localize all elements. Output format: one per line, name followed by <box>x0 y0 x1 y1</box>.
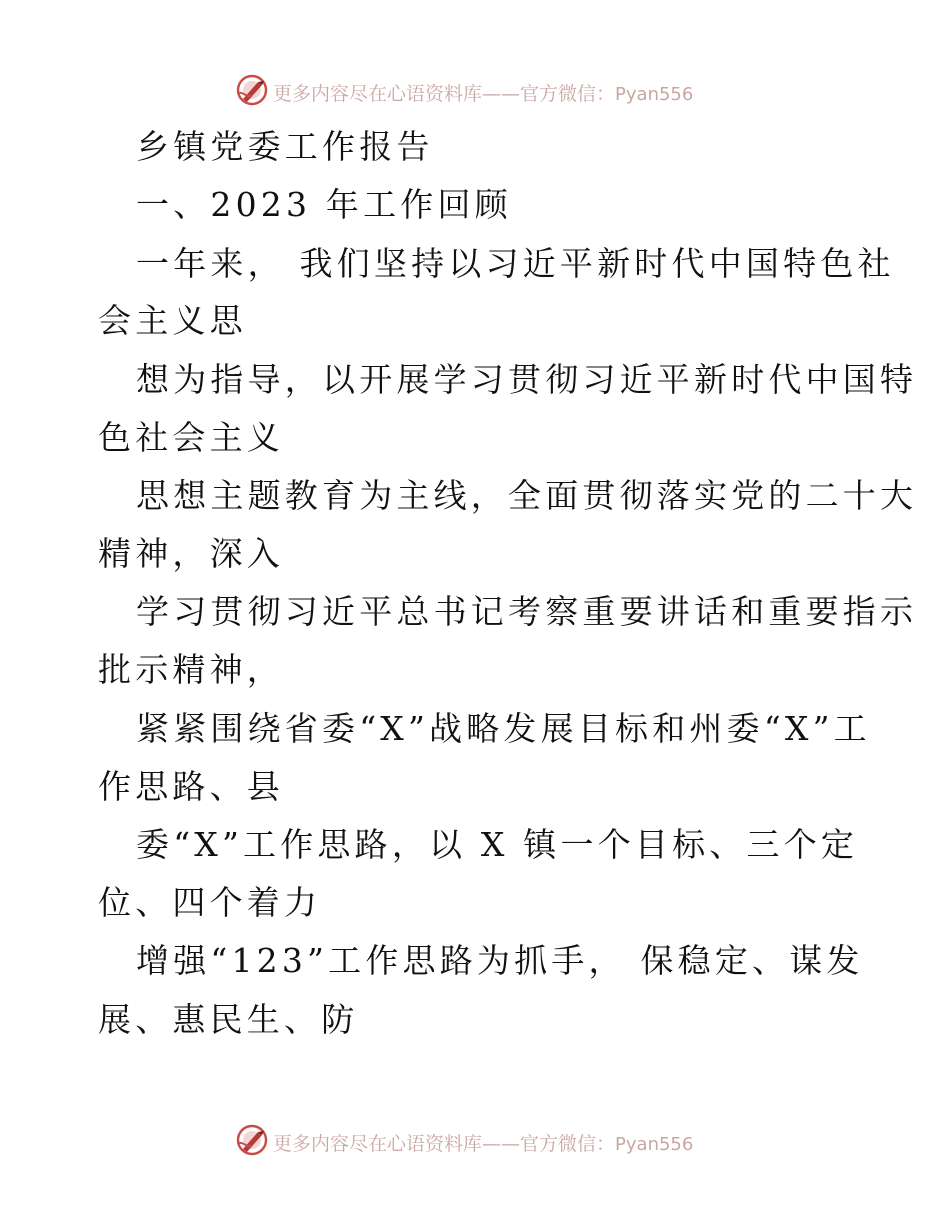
watermark-separator: —— <box>482 83 521 105</box>
watermark-separator: —— <box>482 1133 521 1155</box>
document-title: 乡镇党委工作报告 <box>136 127 434 166</box>
watermark-contact-label: 官方微信： <box>520 83 616 105</box>
watermark-label: 更多内容尽在心语资料库 <box>273 1133 483 1155</box>
footer-watermark <box>0 1122 950 1158</box>
paragraph-line: 精神，深入 <box>98 534 284 573</box>
paragraph-line: 位、四个着力 <box>98 883 322 922</box>
watermark-contact-id: Pyan556 <box>615 84 694 105</box>
watermark-label: 更多内容尽在心语资料库 <box>273 83 483 105</box>
paragraph-line: 会主义思 <box>98 301 247 340</box>
section-heading: 一、2023 年工作回顾 <box>136 185 512 224</box>
paragraph-line: 思想主题教育为主线，全面贯彻落实党的二十大 <box>136 476 918 515</box>
paragraph-line: 一年来， 我们坚持以习近平新时代中国特色社 <box>136 244 895 283</box>
paragraph-line: 作思路、县 <box>98 767 284 806</box>
pen-logo-icon <box>234 1122 270 1158</box>
watermark-contact-label: 官方微信： <box>520 1133 616 1155</box>
watermark-contact-id: Pyan556 <box>615 1134 694 1155</box>
paragraph-line: 展、惠民生、防 <box>98 1000 359 1039</box>
paragraph-line: 学习贯彻习近平总书记考察重要讲话和重要指示 <box>136 592 918 631</box>
paragraph-line: 想为指导，以开展学习贯彻习近平新时代中国特 <box>136 360 918 399</box>
paragraph-line: 紧紧围绕省委“X”战略发展目标和州委“X”工 <box>136 709 871 748</box>
watermark-text <box>273 1129 693 1156</box>
paragraph-line: 批示精神， <box>98 650 284 689</box>
paragraph-line: 色社会主义 <box>98 418 284 457</box>
paragraph-line: 委“X”工作思路，以 X 镇一个目标、三个定 <box>136 825 859 864</box>
paragraph-line: 增强“123”工作思路为抓手， 保稳定、谋发 <box>136 941 864 980</box>
